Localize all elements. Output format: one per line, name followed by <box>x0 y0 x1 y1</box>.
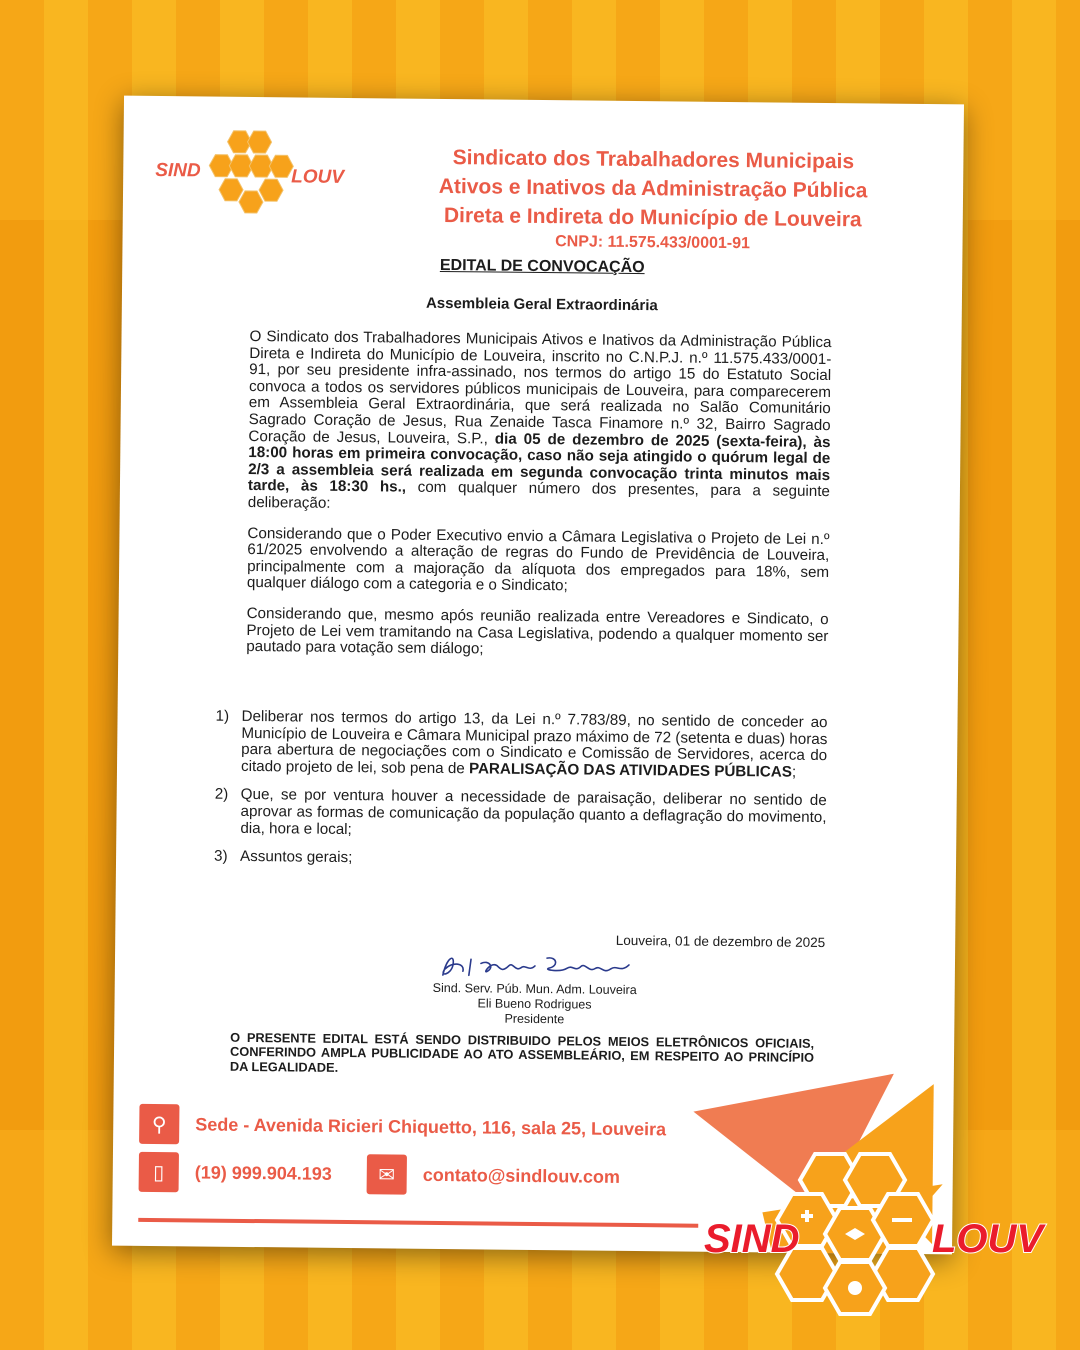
distribution-notice: O PRESENTE EDITAL ESTÁ SENDO DISTRIBUIDO PELOS MEIOS ELETRÔNICOS OFICIAIS, CONFERINDO AMPLA PUBLICIDADE AO ATO ASSEMBLEÁRIO, EM RESPEITO AO PRINCÍPIO DA LEGALIDADE. <box>229 1029 815 1075</box>
org-line-1: Sindicato dos Trabalhadores Municipais <box>452 146 855 174</box>
letterhead <box>152 126 933 264</box>
signature-image <box>425 949 645 983</box>
svg-text:SIND: SIND <box>155 159 201 182</box>
paragraph-convocation: O Sindicato dos Trabalhadores Municipais Ativos e Inativos da Administração Pública Direta e Indireta do Município de Louveira, inscrito no C.N.P.J. n.º 11.575.433/0001-91, por seu presidente infra-assinado, nos termos do artigo 15 do Estatuto Social convoca a todos os servidores públicos municipais de Louveira, para comparecerem em Assembleia Geral Extraordinária, que será realizada no Salão Comunitário Sagrado Coração de Jesus, Rua Zenaide Tasca Finamore n.º 32, Bairro Sagrado Coração de Jesus, Louveira, S.P., dia 05 de dezembro de 2025 (sexta-feira), às 18:00 horas em primeira convocação, caso não seja atingido o quórum legal de 2/3 a assembleia será realizada em segunda convocação trinta minutos mais tarde, às 18:30 hs., com qualquer número dos presentes, para a seguinte deliberação: <box>247 327 832 512</box>
phone-text: (19) 999.904.193 <box>194 1161 332 1184</box>
svg-text:LOUV: LOUV <box>291 166 345 188</box>
document-subtitle: Assembleia Geral Extraordinária <box>425 294 658 315</box>
document-title: EDITAL DE CONVOCAÇÃO <box>439 256 645 277</box>
svg-text:LOUV: LOUV <box>932 1217 1044 1261</box>
svg-text:SIND: SIND <box>704 1217 800 1261</box>
org-line-2: Ativos e Inativos da Administração Pública <box>438 174 868 203</box>
agenda-item-3: 3) Assuntos gerais; <box>213 847 353 867</box>
signature-stamp: Sind. Serv. Púb. Mun. Adm. Louveira <box>432 980 637 998</box>
phone-icon: ▯ <box>139 1152 179 1192</box>
document-body <box>246 329 832 676</box>
org-line-3: Direta e Indireta do Município de Louveira <box>443 203 862 232</box>
address-text: Avenida Ricieri Chiquetto, 116, sala 25, Louveira <box>253 1114 667 1139</box>
org-cnpj: CNPJ: 11.575.433/0001-91 <box>555 233 751 253</box>
document-date: Louveira, 01 de dezembro de 2025 <box>615 932 826 951</box>
paragraph-considering-2: Considerando que, mesmo após reunião realizada entre Vereadores e Sindicato, o Projeto de Lei vem tramitando na Casa Legislativa, podendo a qualquer momento ser pautado para votação sem diálogo; <box>246 604 829 658</box>
location-pin-icon: ⚲ <box>139 1104 179 1144</box>
signer-name: Eli Bueno Rodrigues <box>477 996 592 1012</box>
agenda-list <box>214 709 828 884</box>
email-text: contato@sindlouv.com <box>422 1164 621 1187</box>
document-paper <box>112 96 964 1255</box>
address-label: Sede - <box>195 1113 254 1135</box>
footer-email-row <box>367 1154 621 1197</box>
footer-phone-row <box>139 1152 333 1194</box>
sindlouv-logo-small <box>153 126 354 228</box>
letter-footer <box>138 1104 699 1230</box>
agenda-item-1: 1) Deliberar nos termos do artigo 13, da Lei n.º 7.783/89, no sentido de conceder ao Município de Louveira e Câmara Municipal prazo máximo de 72 (setenta e duas) horas para abertura de negociações com o Sindicato e Comissão de Servidores, acerca do citado projeto de lei, sob pena de PARALISAÇÃO DAS ATIVIDADES PÚBLICAS; <box>215 707 828 781</box>
organization-name <box>392 142 913 254</box>
envelope-icon: ✉ <box>367 1154 407 1194</box>
signer-role: Presidente <box>504 1011 565 1027</box>
sindlouv-logo-large <box>700 1148 1050 1328</box>
agenda-item-2: 2) Que, se por ventura houver a necessidade de paraisação, deliberar no sentido de aprovar as formas de comunicação da população quanto a deflagração do movimento, dia, hora e local; <box>214 785 827 838</box>
signature-block <box>404 949 665 1032</box>
paragraph-considering-1: Considerando que o Poder Executivo envio a Câmara Legislativa o Projeto de Lei n.º 61/2025 envolvendo a alteração de regras do Fundo de Previdência de Louveira, principalmente com a majoração da alíquota dos empregados para 18%, sem qualquer diálogo com a categoria e o Sindicato; <box>246 524 830 595</box>
footer-address-row <box>139 1104 666 1150</box>
